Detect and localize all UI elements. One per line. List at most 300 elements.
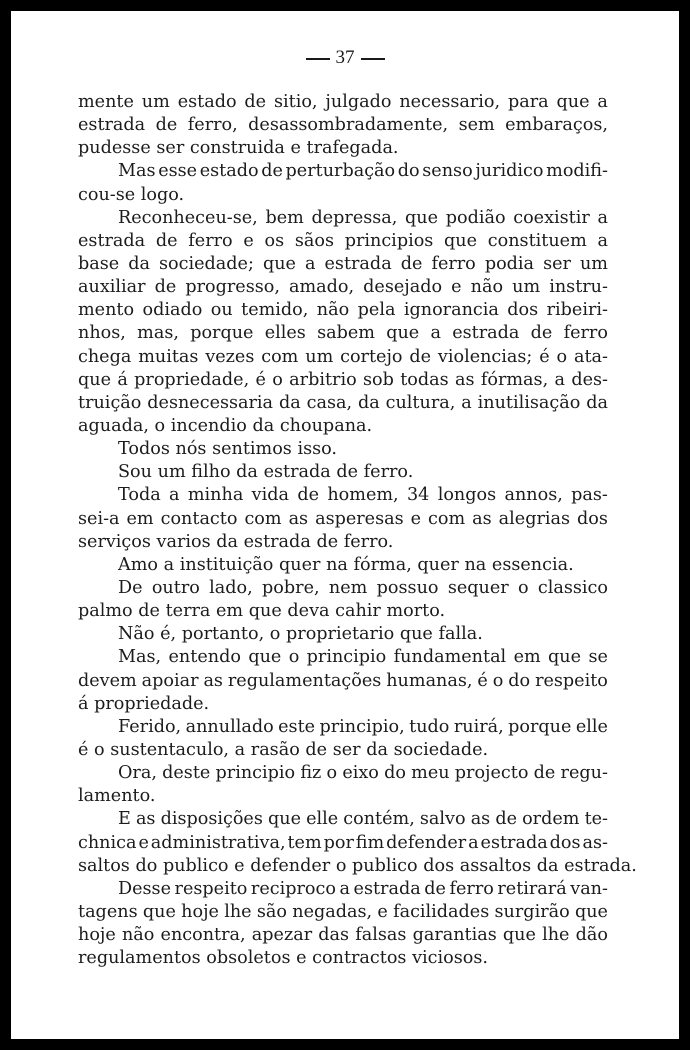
- word: varios: [156, 531, 211, 552]
- word: estado: [199, 161, 259, 182]
- word: não: [316, 300, 350, 321]
- word: desejado: [363, 277, 443, 298]
- word: quer: [279, 554, 321, 575]
- word: as: [135, 809, 156, 830]
- word: cortejo: [340, 346, 403, 367]
- text-line: [78, 415, 608, 438]
- word: de: [305, 739, 328, 760]
- word: annos,: [504, 485, 563, 506]
- word: ferro: [449, 878, 494, 899]
- text-line: [78, 230, 608, 253]
- word: temido,: [241, 300, 309, 321]
- word: da: [357, 392, 380, 413]
- word: e: [290, 138, 301, 159]
- word: homem,: [327, 485, 399, 506]
- word: ser: [543, 253, 571, 274]
- word: regulamentos: [78, 948, 201, 969]
- word: assaltos: [459, 855, 532, 876]
- text-line: [78, 947, 608, 970]
- word: disposições: [160, 809, 263, 830]
- word: o: [517, 577, 529, 598]
- text-line: [78, 739, 608, 762]
- word: choupana.: [279, 415, 373, 436]
- word: dos: [423, 855, 455, 876]
- word: nem: [328, 577, 368, 598]
- word: ferro: [431, 253, 476, 274]
- word: Todos: [118, 439, 170, 460]
- word: não: [470, 277, 504, 298]
- word: cou-se: [78, 184, 136, 205]
- word: muitas: [138, 346, 199, 367]
- word: mas,: [137, 323, 179, 344]
- word: humanas,: [386, 670, 473, 691]
- word: ruirá,: [453, 716, 504, 737]
- word: nhos,: [78, 323, 126, 344]
- word: mento: [78, 300, 135, 321]
- word: viciosos.: [412, 948, 488, 969]
- word: modifi-: [546, 161, 608, 182]
- word: a: [597, 230, 608, 251]
- word: Amo: [118, 554, 158, 575]
- word: que: [78, 369, 112, 390]
- word: Reconheceu-se,: [118, 207, 258, 228]
- word: annullado: [185, 716, 274, 737]
- text-line: [78, 878, 608, 901]
- word: contractos: [312, 948, 407, 969]
- text-line: [78, 762, 608, 785]
- text-line: [78, 716, 608, 739]
- word: E: [118, 809, 131, 830]
- word: que: [248, 601, 282, 622]
- word: e: [138, 832, 149, 853]
- text-line: [78, 484, 608, 507]
- word: o: [94, 739, 105, 760]
- word: tudo: [409, 716, 450, 737]
- text-line: [78, 623, 608, 646]
- word: que: [405, 207, 439, 228]
- word: o: [269, 624, 281, 645]
- text-line: [78, 577, 608, 600]
- word: portanto,: [181, 624, 265, 645]
- word: todas: [400, 369, 449, 390]
- word: esse: [158, 161, 198, 182]
- word: outro: [151, 577, 200, 598]
- word: a: [304, 253, 316, 274]
- word: fundamental: [393, 647, 507, 668]
- word: ferro: [563, 323, 608, 344]
- word: salvo: [419, 809, 466, 830]
- word: chega: [78, 346, 132, 367]
- word: casa,: [306, 392, 353, 413]
- page-number: [11, 47, 679, 69]
- word: a: [234, 739, 246, 760]
- word: amado,: [289, 277, 355, 298]
- word: o: [492, 670, 504, 691]
- word: a: [430, 323, 441, 344]
- word: de: [533, 763, 556, 784]
- word: regulamentações: [227, 670, 382, 691]
- word: sitio,: [273, 92, 318, 112]
- text-line: [78, 346, 608, 369]
- word: as: [472, 508, 492, 529]
- word: morto.: [386, 601, 446, 622]
- word: de: [409, 346, 432, 367]
- word: é: [78, 739, 89, 760]
- word: apezar: [251, 925, 313, 946]
- word: entendo: [168, 647, 241, 668]
- word: tem: [287, 832, 322, 853]
- word: pas-: [571, 485, 608, 506]
- word: á: [117, 369, 128, 390]
- text-line: [78, 392, 608, 415]
- text-line: [78, 901, 608, 924]
- word: principios: [344, 230, 434, 251]
- word: lhe: [542, 925, 570, 946]
- word: ou: [210, 300, 233, 321]
- word: de: [244, 92, 267, 112]
- text-line: [78, 855, 637, 878]
- page-number-text: 37: [335, 47, 355, 68]
- word: estrada: [263, 462, 331, 483]
- word: da: [366, 739, 388, 760]
- word: podião: [445, 207, 506, 228]
- word: a: [163, 554, 175, 575]
- word: chnica: [78, 832, 137, 853]
- word: Não: [118, 624, 155, 645]
- word: um: [141, 92, 170, 112]
- word: incendio: [170, 415, 247, 436]
- text-line: [78, 369, 608, 392]
- word: encontra,: [160, 925, 246, 946]
- word: propriedade.: [94, 693, 210, 714]
- word: nós: [175, 439, 207, 460]
- word: auxiliar: [78, 277, 146, 298]
- word: na: [464, 554, 487, 575]
- word: classico: [537, 577, 608, 598]
- word: com: [261, 346, 299, 367]
- word: Mas: [118, 161, 156, 182]
- word: fim: [355, 832, 385, 853]
- word: de: [530, 323, 553, 344]
- word: devem: [78, 670, 137, 691]
- word: de: [154, 277, 177, 298]
- word: em: [513, 647, 541, 668]
- word: bem: [265, 207, 304, 228]
- text-line: [78, 508, 608, 531]
- text-line: [78, 646, 608, 669]
- word: de: [495, 809, 517, 830]
- word: obsoletos: [206, 948, 291, 969]
- word: propriedade,: [134, 369, 250, 390]
- text-line: [78, 438, 608, 461]
- word: as-: [582, 832, 608, 853]
- word: podia: [484, 253, 535, 274]
- word: em: [216, 601, 244, 622]
- word: cultura,: [385, 392, 456, 413]
- word: de: [138, 601, 160, 622]
- word: contacto: [160, 508, 238, 529]
- word: truição: [78, 392, 142, 413]
- word: o: [335, 855, 347, 876]
- word: de: [155, 115, 178, 136]
- word: Toda: [118, 485, 161, 506]
- word: fórmas,: [480, 369, 549, 390]
- word: não: [121, 925, 155, 946]
- word: julgado: [325, 92, 392, 112]
- word: Ferido,: [118, 716, 182, 737]
- word: é: [539, 346, 550, 367]
- word: filho: [191, 462, 231, 483]
- word: para: [507, 92, 549, 112]
- word: instru-: [549, 277, 608, 298]
- word: a: [597, 92, 608, 112]
- word: sociedade;: [159, 253, 254, 274]
- text-line: [78, 91, 608, 114]
- word: de: [297, 485, 320, 506]
- word: em: [126, 508, 154, 529]
- word: estrada: [78, 115, 146, 136]
- word: principio: [215, 763, 296, 784]
- word: deva: [287, 601, 330, 622]
- word: que: [574, 901, 608, 922]
- word: e: [451, 277, 462, 298]
- word: odiado: [142, 300, 203, 321]
- word: as: [203, 670, 223, 691]
- word: estrada: [480, 832, 548, 853]
- word: De: [118, 577, 143, 598]
- word: que: [502, 925, 536, 946]
- word: do: [135, 855, 158, 876]
- word: publico: [162, 855, 229, 876]
- word: hoje: [181, 901, 219, 922]
- text-line: [78, 184, 608, 207]
- word: logo.: [140, 184, 185, 205]
- word: dão: [575, 925, 608, 946]
- word: embaraços,: [505, 115, 608, 136]
- word: sob: [363, 369, 394, 390]
- word: minha: [187, 485, 244, 506]
- word: da: [536, 855, 559, 876]
- text-line: [78, 461, 608, 484]
- word: trafegada.: [306, 138, 399, 159]
- word: que: [262, 253, 296, 274]
- word: elles: [264, 323, 306, 344]
- word: violencias;: [437, 346, 533, 367]
- word: ser: [332, 739, 361, 760]
- word: fiz: [300, 763, 322, 784]
- word: ata-: [573, 346, 608, 367]
- word: de: [424, 878, 446, 899]
- word: administrativa,: [150, 832, 286, 853]
- text-line: [78, 670, 608, 693]
- text-line: [78, 253, 608, 276]
- word: sociedade.: [393, 739, 489, 760]
- text-line: [78, 276, 608, 299]
- word: um: [579, 253, 608, 274]
- word: longos: [437, 485, 497, 506]
- word: sustentaculo,: [110, 739, 230, 760]
- book-page: [11, 11, 679, 1039]
- word: com: [244, 508, 282, 529]
- word: é: [255, 369, 266, 390]
- word: falsas: [355, 925, 407, 946]
- word: do: [397, 161, 420, 182]
- word: e: [296, 948, 307, 969]
- word: da: [586, 392, 608, 413]
- word: á: [78, 693, 89, 714]
- word: o: [326, 763, 338, 784]
- right-dash-ornament: [361, 58, 385, 60]
- word: as: [455, 369, 475, 390]
- word: um: [305, 346, 334, 367]
- word: principio: [306, 647, 387, 668]
- text-line: [78, 531, 608, 554]
- word: ferro,: [187, 115, 238, 136]
- word: perturbação: [285, 161, 396, 182]
- word: progresso,: [185, 277, 280, 298]
- word: que: [386, 323, 420, 344]
- word: construida: [189, 138, 285, 159]
- word: tagens: [78, 901, 138, 922]
- word: contém,: [343, 809, 415, 830]
- word: ferro.: [343, 531, 394, 552]
- word: dos: [549, 832, 581, 853]
- word: e: [377, 901, 388, 922]
- word: lhe: [224, 901, 252, 922]
- word: Desse: [118, 878, 171, 899]
- text-line: [78, 322, 608, 345]
- text-line: [78, 693, 608, 716]
- word: de: [316, 531, 339, 552]
- word: des-: [571, 369, 608, 390]
- word: que: [556, 92, 590, 112]
- word: negadas,: [292, 901, 373, 922]
- word: mente: [78, 92, 134, 112]
- word: retirará: [497, 878, 567, 899]
- word: respeito: [174, 878, 248, 899]
- word: vida: [251, 485, 289, 506]
- word: 34: [406, 485, 430, 506]
- word: são: [256, 901, 287, 922]
- word: meu: [411, 763, 450, 784]
- word: de: [155, 230, 178, 251]
- word: as: [470, 809, 491, 830]
- word: ferro: [188, 230, 233, 251]
- word: estrada: [452, 323, 520, 344]
- word: isso.: [297, 439, 338, 460]
- word: reciproco: [250, 878, 336, 899]
- word: que: [399, 624, 433, 645]
- word: arbitrio: [289, 369, 357, 390]
- word: dos: [507, 300, 539, 321]
- word: a: [597, 207, 608, 228]
- word: da: [252, 415, 275, 436]
- word: Ora,: [118, 763, 157, 784]
- word: proprietario: [286, 624, 395, 645]
- left-dash-ornament: [306, 58, 330, 60]
- word: do: [508, 670, 531, 691]
- word: lado,: [209, 577, 253, 598]
- word: elle: [575, 716, 608, 737]
- word: Mas,: [118, 647, 162, 668]
- word: surgirão: [494, 901, 570, 922]
- word: lamento.: [78, 786, 156, 807]
- word: ignorancia: [403, 300, 499, 321]
- word: o: [556, 346, 568, 367]
- word: da: [278, 392, 301, 413]
- word: o: [154, 415, 166, 436]
- word: desassombradamente,: [248, 115, 449, 136]
- word: a: [468, 832, 479, 853]
- word: facilidades: [393, 901, 490, 922]
- word: essencia.: [491, 554, 574, 575]
- word: estrada: [243, 531, 311, 552]
- word: porque: [190, 323, 254, 344]
- word: saltos: [78, 855, 130, 876]
- word: sei-a: [78, 508, 120, 529]
- word: defender: [250, 855, 331, 876]
- word: asperesas: [315, 508, 404, 529]
- word: a: [339, 878, 350, 899]
- word: principio,: [319, 716, 405, 737]
- word: ribeiri-: [546, 300, 608, 321]
- word: os: [264, 230, 285, 251]
- text-line: [78, 600, 608, 623]
- text-line: [78, 160, 608, 183]
- word: van-: [570, 878, 608, 899]
- word: o: [288, 647, 300, 668]
- word: e: [410, 508, 422, 529]
- word: Sou: [118, 462, 152, 483]
- word: o: [272, 369, 283, 390]
- word: ser: [156, 138, 185, 159]
- word: porque: [508, 716, 572, 737]
- word: sequer: [447, 577, 509, 598]
- word: a: [554, 369, 565, 390]
- word: cahir: [335, 601, 381, 622]
- word: da: [128, 253, 150, 274]
- word: é: [477, 670, 488, 691]
- word: garantias: [412, 925, 497, 946]
- word: instituição: [179, 554, 274, 575]
- word: fórma,: [353, 554, 412, 575]
- word: que: [248, 647, 282, 668]
- body-text: [78, 91, 637, 970]
- word: terra: [165, 601, 211, 622]
- word: sem: [458, 115, 495, 136]
- word: ferro.: [363, 462, 414, 483]
- word: e: [234, 855, 245, 876]
- word: regu-: [560, 763, 608, 784]
- word: constituem: [487, 230, 587, 251]
- word: deste: [162, 763, 211, 784]
- word: a: [461, 392, 472, 413]
- word: desnecessaria: [147, 392, 274, 413]
- word: da: [216, 531, 239, 552]
- word: estrada.: [564, 855, 637, 876]
- word: de: [261, 161, 283, 182]
- word: hoje: [78, 925, 116, 946]
- word: falla.: [438, 624, 483, 645]
- text-line: [78, 808, 608, 831]
- text-line: [78, 207, 608, 230]
- word: pudesse: [78, 138, 151, 159]
- word: base: [78, 253, 120, 274]
- word: rasão: [250, 739, 300, 760]
- text-line: [78, 299, 608, 322]
- word: possuo: [376, 577, 439, 598]
- word: alegrias: [498, 508, 571, 529]
